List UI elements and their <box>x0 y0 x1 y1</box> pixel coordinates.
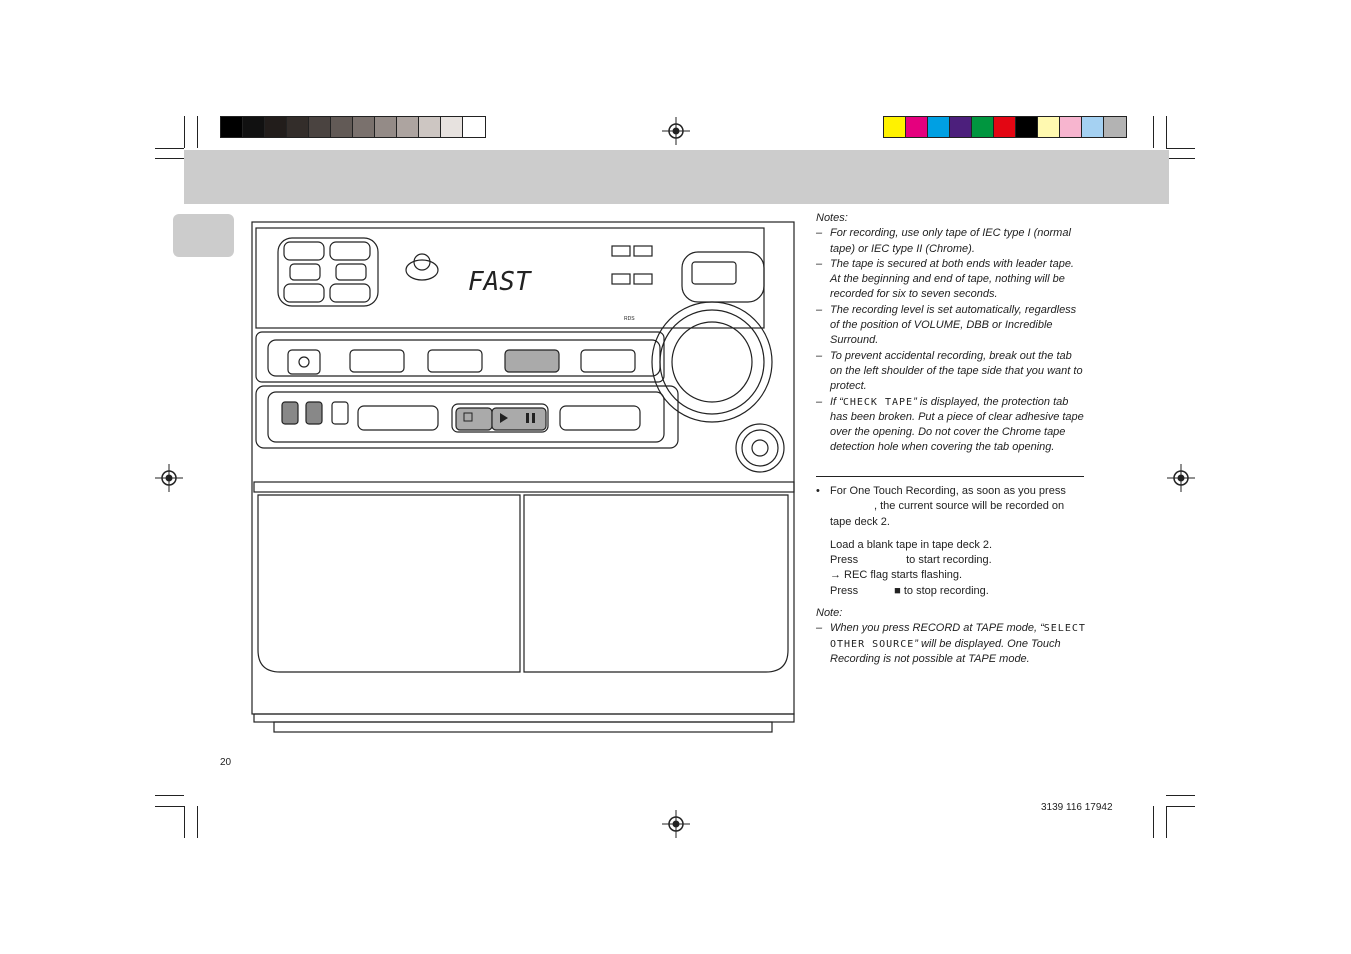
notes-heading: Notes: <box>816 212 848 224</box>
display-text: FAST <box>468 267 531 297</box>
gray-swatch <box>287 117 309 137</box>
color-swatch <box>1060 117 1082 137</box>
select-source-display: SELECT OTHER SOURCE <box>830 623 1086 650</box>
otr-step-1: Load a blank tape in tape deck 2. <box>830 538 993 551</box>
gray-swatch <box>309 117 331 137</box>
notes-section <box>816 211 1086 456</box>
color-scale-bar <box>883 116 1127 138</box>
color-swatch <box>884 117 906 137</box>
rds-label: RDS <box>624 316 635 322</box>
otr-bullet <box>816 484 1086 530</box>
registration-target-bottom <box>662 810 690 838</box>
note2-heading: Note: <box>816 607 843 620</box>
otr-bullet-a: For One Touch Recording, as soon as you press <box>830 485 1066 497</box>
color-swatch <box>950 117 972 137</box>
page-number: 20 <box>220 757 232 768</box>
color-swatch <box>1016 117 1038 137</box>
stereo-system-illustration <box>250 220 800 735</box>
gray-swatch <box>353 117 375 137</box>
note2-item: – When you press RECORD at TAPE mode, “SELECT OTHER SOURCE” will be displayed. One Touch Recording is not possible at TAPE mode. <box>816 621 1086 667</box>
gray-swatch <box>331 117 353 137</box>
document-code: 3139 116 17942 <box>1041 802 1113 813</box>
gray-swatch <box>375 117 397 137</box>
gray-swatch <box>419 117 441 137</box>
otr-step-2: Press to start recording. <box>830 554 992 567</box>
section-divider <box>816 476 1084 477</box>
gray-swatch <box>265 117 287 137</box>
gray-swatch <box>441 117 463 137</box>
note-item: – To prevent accidental recording, break out the tab on the left shoulder of the tape side that you want to protect. <box>816 349 1086 395</box>
gray-swatch <box>243 117 265 137</box>
check-suffix: ” is displayed, the protection tab has been broken. Put a piece of clear adhesive tape over the opening. Do not cover the Chrome tape detection hole when covering the tab opening. <box>830 395 1084 454</box>
color-swatch <box>928 117 950 137</box>
check-prefix: If “ <box>830 395 843 408</box>
note-item: – The tape is secured at both ends with leader tape. At the beginning and end of tape, nothing will be recorded for six to seven seconds. <box>816 257 1086 303</box>
gray-scale-bar <box>220 116 486 138</box>
note-item: – The recording level is set automatically, regardless of the position of VOLUME, DBB or Incredible Surround. <box>816 303 1086 349</box>
registration-target-top <box>662 117 690 145</box>
otr-step-4: Press ■ to stop recording. <box>830 584 989 597</box>
registration-target-left <box>155 464 183 492</box>
note-item-check-tape <box>816 395 1086 456</box>
section-tab <box>173 214 234 257</box>
color-swatch <box>906 117 928 137</box>
gray-swatch <box>221 117 243 137</box>
header-band <box>184 150 1169 204</box>
check-tape-display: CHECK TAPE <box>842 396 914 408</box>
registration-target-right <box>1167 464 1195 492</box>
otr-step-3: → REC flag starts flashing. <box>830 569 963 582</box>
one-touch-recording-section <box>816 484 1086 667</box>
color-swatch <box>1038 117 1060 137</box>
gray-swatch <box>397 117 419 137</box>
gray-swatch <box>463 117 485 137</box>
color-swatch <box>1104 117 1126 137</box>
stop-icon: ■ <box>894 584 901 597</box>
otr-bullet-b: , the current source will be recorded on tape deck 2. <box>830 500 1065 528</box>
color-swatch <box>972 117 994 137</box>
note-item: – For recording, use only tape of IEC type I (normal tape) or IEC type II (Chrome). <box>816 226 1086 257</box>
color-swatch <box>1082 117 1104 137</box>
color-swatch <box>994 117 1016 137</box>
